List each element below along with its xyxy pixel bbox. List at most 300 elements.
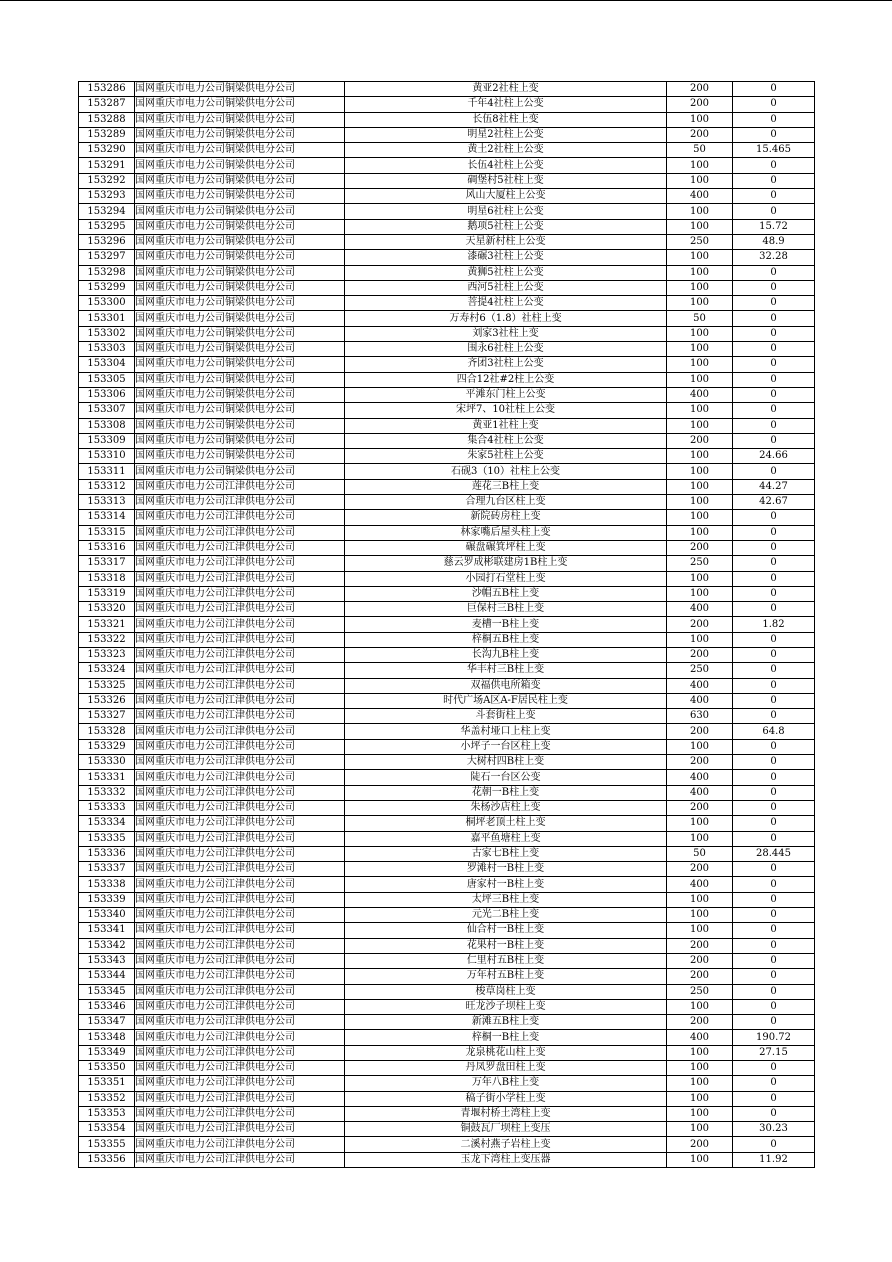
capacity-cell: 200 [667, 1137, 733, 1152]
transformer-name-cell: 明星6社柱上公变 [345, 204, 667, 219]
table-row [79, 143, 815, 158]
capacity-cell: 200 [667, 617, 733, 632]
transformer-name-cell: 明星2社柱上公变 [345, 127, 667, 142]
table-row [79, 311, 815, 326]
company-name-cell: 国网重庆市电力公司江津供电分公司 [135, 556, 345, 571]
capacity-cell: 100 [667, 403, 733, 418]
value-cell: 0 [733, 1061, 815, 1076]
company-name-cell: 国网重庆市电力公司江津供电分公司 [135, 755, 345, 770]
value-cell: 48.9 [733, 234, 815, 249]
company-name-cell: 国网重庆市电力公司江津供电分公司 [135, 617, 345, 632]
row-id-cell: 153329 [79, 739, 135, 754]
table-row [79, 372, 815, 387]
table-row [79, 433, 815, 448]
table-row [79, 877, 815, 892]
company-name-cell: 国网重庆市电力公司江津供电分公司 [135, 1076, 345, 1091]
table-row [79, 816, 815, 831]
value-cell: 0 [733, 1091, 815, 1106]
value-cell: 0 [733, 739, 815, 754]
company-name-cell: 国网重庆市电力公司江津供电分公司 [135, 877, 345, 892]
row-id-cell: 153299 [79, 280, 135, 295]
table-row [79, 602, 815, 617]
row-id-cell: 153343 [79, 953, 135, 968]
table-row [79, 785, 815, 800]
transformer-name-cell: 黄土2社柱上公变 [345, 143, 667, 158]
value-cell: 0 [733, 892, 815, 907]
value-cell: 0 [733, 647, 815, 662]
capacity-cell: 100 [667, 495, 733, 510]
capacity-cell: 100 [667, 357, 733, 372]
table-row [79, 97, 815, 112]
row-id-cell: 153325 [79, 678, 135, 693]
transformer-name-cell: 慈云罗成彬联建房1B柱上变 [345, 556, 667, 571]
table-row [79, 862, 815, 877]
company-name-cell: 国网重庆市电力公司江津供电分公司 [135, 540, 345, 555]
row-id-cell: 153296 [79, 234, 135, 249]
company-name-cell: 国网重庆市电力公司江津供电分公司 [135, 632, 345, 647]
table-row [79, 632, 815, 647]
transformer-name-cell: 林家嘴后屋头柱上变 [345, 525, 667, 540]
row-id-cell: 153315 [79, 525, 135, 540]
capacity-cell: 100 [667, 204, 733, 219]
table-row [79, 449, 815, 464]
transformer-name-cell: 二溪村燕子岩柱上变 [345, 1137, 667, 1152]
transformer-name-cell: 梭草岗柱上变 [345, 984, 667, 999]
capacity-cell: 200 [667, 800, 733, 815]
row-id-cell: 153351 [79, 1076, 135, 1091]
value-cell: 0 [733, 632, 815, 647]
row-id-cell: 153318 [79, 571, 135, 586]
capacity-cell: 400 [667, 877, 733, 892]
capacity-cell: 100 [667, 250, 733, 265]
table-row [79, 647, 815, 662]
company-name-cell: 国网重庆市电力公司江津供电分公司 [135, 816, 345, 831]
capacity-cell: 100 [667, 219, 733, 234]
row-id-cell: 153309 [79, 433, 135, 448]
row-id-cell: 153294 [79, 204, 135, 219]
value-cell: 0 [733, 709, 815, 724]
transformer-name-cell: 万年八B柱上变 [345, 1076, 667, 1091]
value-cell: 0 [733, 265, 815, 280]
table-row [79, 999, 815, 1014]
capacity-cell: 100 [667, 510, 733, 525]
transformer-name-cell: 仙合村一B柱上变 [345, 923, 667, 938]
table-row [79, 984, 815, 999]
table-row [79, 908, 815, 923]
table-row [79, 938, 815, 953]
transformer-name-cell: 麦槽一B柱上变 [345, 617, 667, 632]
transformer-name-cell: 西河5社柱上公变 [345, 280, 667, 295]
capacity-cell: 200 [667, 82, 733, 97]
row-id-cell: 153308 [79, 418, 135, 433]
capacity-cell: 100 [667, 158, 733, 173]
company-name-cell: 国网重庆市电力公司江津供电分公司 [135, 831, 345, 846]
row-id-cell: 153324 [79, 663, 135, 678]
company-name-cell: 国网重庆市电力公司江津供电分公司 [135, 1061, 345, 1076]
value-cell: 0 [733, 1015, 815, 1030]
company-name-cell: 国网重庆市电力公司江津供电分公司 [135, 479, 345, 494]
capacity-cell: 200 [667, 755, 733, 770]
table-row [79, 342, 815, 357]
transformer-name-cell: 小坪子一台区柱上变 [345, 739, 667, 754]
company-name-cell: 国网重庆市电力公司江津供电分公司 [135, 1030, 345, 1045]
value-cell: 24.66 [733, 449, 815, 464]
row-id-cell: 153350 [79, 1061, 135, 1076]
capacity-cell: 50 [667, 311, 733, 326]
transformer-name-cell: 古家七B柱上变 [345, 846, 667, 861]
row-id-cell: 153332 [79, 785, 135, 800]
value-cell: 0 [733, 770, 815, 785]
row-id-cell: 153352 [79, 1091, 135, 1106]
row-id-cell: 153286 [79, 82, 135, 97]
value-cell: 0 [733, 357, 815, 372]
row-id-cell: 153302 [79, 326, 135, 341]
table-row [79, 770, 815, 785]
company-name-cell: 国网重庆市电力公司铜梁供电分公司 [135, 387, 345, 402]
transformer-name-cell: 桐坪老顶土柱上变 [345, 816, 667, 831]
capacity-cell: 100 [667, 1061, 733, 1076]
transformer-name-cell: 双福供电所箱变 [345, 678, 667, 693]
company-name-cell: 国网重庆市电力公司铜梁供电分公司 [135, 173, 345, 188]
transformer-name-cell: 梓桐五B柱上变 [345, 632, 667, 647]
company-name-cell: 国网重庆市电力公司江津供电分公司 [135, 770, 345, 785]
table-row [79, 1045, 815, 1060]
table-row [79, 1122, 815, 1137]
table-row [79, 510, 815, 525]
transformer-name-cell: 平滩东门柱上公变 [345, 387, 667, 402]
capacity-cell: 200 [667, 647, 733, 662]
value-cell: 0 [733, 953, 815, 968]
company-name-cell: 国网重庆市电力公司铜梁供电分公司 [135, 280, 345, 295]
value-cell: 0 [733, 862, 815, 877]
transformer-name-cell: 长伍4社柱上公变 [345, 158, 667, 173]
row-id-cell: 153289 [79, 127, 135, 142]
company-name-cell: 国网重庆市电力公司江津供电分公司 [135, 938, 345, 953]
company-name-cell: 国网重庆市电力公司江津供电分公司 [135, 892, 345, 907]
capacity-cell: 50 [667, 846, 733, 861]
value-cell: 0 [733, 663, 815, 678]
row-id-cell: 153317 [79, 556, 135, 571]
row-id-cell: 153303 [79, 342, 135, 357]
company-name-cell: 国网重庆市电力公司江津供电分公司 [135, 724, 345, 739]
table-row [79, 1076, 815, 1091]
capacity-cell: 100 [667, 449, 733, 464]
row-id-cell: 153306 [79, 387, 135, 402]
company-name-cell: 国网重庆市电力公司铜梁供电分公司 [135, 433, 345, 448]
table-row [79, 204, 815, 219]
transformer-name-cell: 黄狮5社柱上公变 [345, 265, 667, 280]
transformer-name-cell: 嘉平鱼塘柱上变 [345, 831, 667, 846]
capacity-cell: 100 [667, 923, 733, 938]
value-cell: 0 [733, 969, 815, 984]
transformer-name-cell: 合理九台区柱上变 [345, 495, 667, 510]
transformer-name-cell: 集合4社柱上公变 [345, 433, 667, 448]
transformer-name-cell: 长伍8社柱上变 [345, 112, 667, 127]
table-row [79, 495, 815, 510]
capacity-cell: 400 [667, 678, 733, 693]
capacity-cell: 100 [667, 908, 733, 923]
row-id-cell: 153320 [79, 602, 135, 617]
company-name-cell: 国网重庆市电力公司江津供电分公司 [135, 1137, 345, 1152]
value-cell: 0 [733, 908, 815, 923]
company-name-cell: 国网重庆市电力公司江津供电分公司 [135, 908, 345, 923]
table-row [79, 693, 815, 708]
company-name-cell: 国网重庆市电力公司江津供电分公司 [135, 862, 345, 877]
company-name-cell: 国网重庆市电力公司江津供电分公司 [135, 510, 345, 525]
transformer-name-cell: 朱杨沙店柱上变 [345, 800, 667, 815]
row-id-cell: 153353 [79, 1106, 135, 1121]
company-name-cell: 国网重庆市电力公司铜梁供电分公司 [135, 296, 345, 311]
company-name-cell: 国网重庆市电力公司江津供电分公司 [135, 678, 345, 693]
capacity-cell: 100 [667, 342, 733, 357]
transformer-name-cell: 花果村一B柱上变 [345, 938, 667, 953]
company-name-cell: 国网重庆市电力公司江津供电分公司 [135, 953, 345, 968]
transformer-name-cell: 菩提4社柱上公变 [345, 296, 667, 311]
value-cell: 27.15 [733, 1045, 815, 1060]
row-id-cell: 153313 [79, 495, 135, 510]
row-id-cell: 153311 [79, 464, 135, 479]
capacity-cell: 100 [667, 892, 733, 907]
table-row [79, 800, 815, 815]
row-id-cell: 153348 [79, 1030, 135, 1045]
value-cell: 0 [733, 296, 815, 311]
capacity-cell: 250 [667, 663, 733, 678]
company-name-cell: 国网重庆市电力公司铜梁供电分公司 [135, 464, 345, 479]
table-row [79, 403, 815, 418]
value-cell: 0 [733, 1106, 815, 1121]
value-cell: 0 [733, 785, 815, 800]
capacity-cell: 200 [667, 540, 733, 555]
value-cell: 0 [733, 510, 815, 525]
company-name-cell: 国网重庆市电力公司江津供电分公司 [135, 1106, 345, 1121]
table-row [79, 464, 815, 479]
capacity-cell: 100 [667, 525, 733, 540]
company-name-cell: 国网重庆市电力公司铜梁供电分公司 [135, 158, 345, 173]
capacity-cell: 200 [667, 97, 733, 112]
value-cell: 190.72 [733, 1030, 815, 1045]
table-row [79, 326, 815, 341]
value-cell: 0 [733, 1076, 815, 1091]
value-cell: 0 [733, 693, 815, 708]
company-name-cell: 国网重庆市电力公司江津供电分公司 [135, 923, 345, 938]
company-name-cell: 国网重庆市电力公司江津供电分公司 [135, 800, 345, 815]
capacity-cell: 100 [667, 999, 733, 1014]
company-name-cell: 国网重庆市电力公司江津供电分公司 [135, 602, 345, 617]
row-id-cell: 153330 [79, 755, 135, 770]
value-cell: 0 [733, 280, 815, 295]
value-cell: 0 [733, 82, 815, 97]
company-name-cell: 国网重庆市电力公司铜梁供电分公司 [135, 127, 345, 142]
transformer-table [78, 81, 815, 1168]
row-id-cell: 153331 [79, 770, 135, 785]
value-cell: 0 [733, 326, 815, 341]
value-cell: 0 [733, 1137, 815, 1152]
company-name-cell: 国网重庆市电力公司江津供电分公司 [135, 1015, 345, 1030]
value-cell: 11.92 [733, 1152, 815, 1167]
transformer-name-cell: 花朝一B柱上变 [345, 785, 667, 800]
table-row [79, 755, 815, 770]
row-id-cell: 153298 [79, 265, 135, 280]
company-name-cell: 国网重庆市电力公司铜梁供电分公司 [135, 418, 345, 433]
row-id-cell: 153336 [79, 846, 135, 861]
capacity-cell: 400 [667, 602, 733, 617]
row-id-cell: 153293 [79, 189, 135, 204]
capacity-cell: 200 [667, 724, 733, 739]
value-cell: 0 [733, 923, 815, 938]
transformer-name-cell: 天星新村柱上公变 [345, 234, 667, 249]
value-cell: 0 [733, 999, 815, 1014]
row-id-cell: 153335 [79, 831, 135, 846]
row-id-cell: 153356 [79, 1152, 135, 1167]
value-cell: 1.82 [733, 617, 815, 632]
capacity-cell: 200 [667, 433, 733, 448]
transformer-name-cell: 巨保村三B柱上变 [345, 602, 667, 617]
table-row [79, 82, 815, 97]
transformer-name-cell: 宋坪7、10社柱上公变 [345, 403, 667, 418]
capacity-cell: 100 [667, 1091, 733, 1106]
capacity-cell: 400 [667, 189, 733, 204]
transformer-name-cell: 朱家5社柱上公变 [345, 449, 667, 464]
value-cell: 0 [733, 158, 815, 173]
capacity-cell: 100 [667, 1152, 733, 1167]
value-cell: 30.23 [733, 1122, 815, 1137]
transformer-name-cell: 沙帽五B柱上变 [345, 586, 667, 601]
transformer-name-cell: 时代广场A区A-F居民柱上变 [345, 693, 667, 708]
transformer-name-cell: 华丰村三B柱上变 [345, 663, 667, 678]
company-name-cell: 国网重庆市电力公司江津供电分公司 [135, 1152, 345, 1167]
table-row [79, 586, 815, 601]
table-row [79, 1061, 815, 1076]
row-id-cell: 153338 [79, 877, 135, 892]
table-row [79, 112, 815, 127]
capacity-cell: 100 [667, 418, 733, 433]
capacity-cell: 100 [667, 739, 733, 754]
transformer-name-cell: 鹅项5社柱上公变 [345, 219, 667, 234]
company-name-cell: 国网重庆市电力公司铜梁供电分公司 [135, 311, 345, 326]
company-name-cell: 国网重庆市电力公司铜梁供电分公司 [135, 250, 345, 265]
company-name-cell: 国网重庆市电力公司江津供电分公司 [135, 1091, 345, 1106]
row-id-cell: 153339 [79, 892, 135, 907]
capacity-cell: 200 [667, 127, 733, 142]
company-name-cell: 国网重庆市电力公司江津供电分公司 [135, 846, 345, 861]
table-row [79, 953, 815, 968]
table-row [79, 387, 815, 402]
row-id-cell: 153304 [79, 357, 135, 372]
capacity-cell: 100 [667, 112, 733, 127]
transformer-name-cell: 大树村四B柱上变 [345, 755, 667, 770]
transformer-name-cell: 齐团3社柱上公变 [345, 357, 667, 372]
capacity-cell: 100 [667, 816, 733, 831]
table-row [79, 265, 815, 280]
transformer-name-cell: 长沟九B柱上变 [345, 647, 667, 662]
table-row [79, 892, 815, 907]
value-cell: 0 [733, 540, 815, 555]
capacity-cell: 200 [667, 969, 733, 984]
transformer-name-cell: 莲花三B柱上变 [345, 479, 667, 494]
capacity-cell: 100 [667, 831, 733, 846]
row-id-cell: 153354 [79, 1122, 135, 1137]
table-row [79, 1106, 815, 1121]
row-id-cell: 153310 [79, 449, 135, 464]
table-row [79, 540, 815, 555]
row-id-cell: 153340 [79, 908, 135, 923]
table-row [79, 418, 815, 433]
value-cell: 64.8 [733, 724, 815, 739]
capacity-cell: 400 [667, 785, 733, 800]
row-id-cell: 153328 [79, 724, 135, 739]
value-cell: 32.28 [733, 250, 815, 265]
transformer-name-cell: 千年4社柱上公变 [345, 97, 667, 112]
value-cell: 0 [733, 433, 815, 448]
capacity-cell: 100 [667, 586, 733, 601]
table-row [79, 250, 815, 265]
capacity-cell: 100 [667, 326, 733, 341]
table-row [79, 663, 815, 678]
value-cell: 0 [733, 602, 815, 617]
capacity-cell: 100 [667, 173, 733, 188]
table-row [79, 831, 815, 846]
transformer-name-cell: 漆碾3社柱上公变 [345, 250, 667, 265]
capacity-cell: 100 [667, 372, 733, 387]
row-id-cell: 153345 [79, 984, 135, 999]
company-name-cell: 国网重庆市电力公司江津供电分公司 [135, 663, 345, 678]
row-id-cell: 153314 [79, 510, 135, 525]
capacity-cell: 200 [667, 953, 733, 968]
table-row [79, 571, 815, 586]
value-cell: 0 [733, 97, 815, 112]
capacity-cell: 400 [667, 387, 733, 402]
value-cell: 0 [733, 464, 815, 479]
row-id-cell: 153321 [79, 617, 135, 632]
table-row [79, 479, 815, 494]
transformer-name-cell: 仁里村五B柱上变 [345, 953, 667, 968]
capacity-cell: 100 [667, 280, 733, 295]
value-cell: 0 [733, 173, 815, 188]
company-name-cell: 国网重庆市电力公司江津供电分公司 [135, 586, 345, 601]
capacity-cell: 100 [667, 632, 733, 647]
value-cell: 0 [733, 189, 815, 204]
table-row [79, 678, 815, 693]
table-row [79, 556, 815, 571]
row-id-cell: 153341 [79, 923, 135, 938]
table-row [79, 1015, 815, 1030]
capacity-cell: 100 [667, 1076, 733, 1091]
table-row [79, 234, 815, 249]
capacity-cell: 400 [667, 1030, 733, 1045]
capacity-cell: 100 [667, 296, 733, 311]
company-name-cell: 国网重庆市电力公司铜梁供电分公司 [135, 97, 345, 112]
row-id-cell: 153342 [79, 938, 135, 953]
table-row [79, 525, 815, 540]
value-cell: 0 [733, 387, 815, 402]
capacity-cell: 100 [667, 571, 733, 586]
row-id-cell: 153326 [79, 693, 135, 708]
transformer-name-cell: 罗滩村一B柱上变 [345, 862, 667, 877]
value-cell: 0 [733, 403, 815, 418]
company-name-cell: 国网重庆市电力公司铜梁供电分公司 [135, 357, 345, 372]
value-cell: 0 [733, 816, 815, 831]
company-name-cell: 国网重庆市电力公司江津供电分公司 [135, 999, 345, 1014]
company-name-cell: 国网重庆市电力公司铜梁供电分公司 [135, 403, 345, 418]
company-name-cell: 国网重庆市电力公司江津供电分公司 [135, 647, 345, 662]
row-id-cell: 153316 [79, 540, 135, 555]
row-id-cell: 153292 [79, 173, 135, 188]
row-id-cell: 153355 [79, 1137, 135, 1152]
transformer-name-cell: 万寿村6（1.8）社柱上变 [345, 311, 667, 326]
table-row [79, 219, 815, 234]
value-cell: 44.27 [733, 479, 815, 494]
value-cell: 0 [733, 678, 815, 693]
